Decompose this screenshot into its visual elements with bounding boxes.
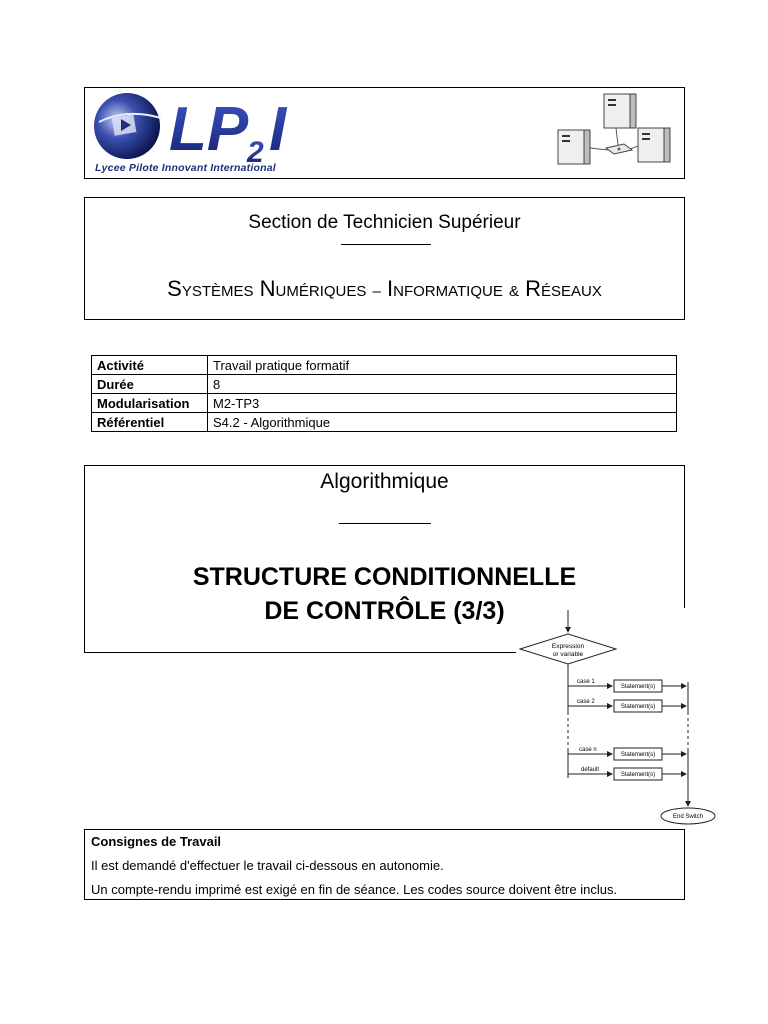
table-key: Activité — [92, 356, 208, 375]
network-servers-icon — [548, 90, 678, 176]
table-row — [92, 394, 677, 413]
instruction-line: Il est demandé d'effectuer le travail ci-dessous en autonomie. — [91, 858, 444, 873]
table-key: Durée — [92, 375, 208, 394]
decision-label: Expression — [551, 643, 585, 650]
table-value: 8 — [208, 375, 677, 394]
server-icon — [638, 128, 670, 162]
document-title-line: DE CONTRÔLE (3/3) — [264, 597, 505, 625]
end-label: End Switch — [672, 814, 704, 820]
instruction-line: Un compte-rendu imprimé est exigé en fin de séance. Les codes source doivent être inclus. — [91, 882, 618, 897]
svg-text:case n: case n — [579, 747, 597, 753]
svg-text:Statement(s): Statement(s) — [620, 772, 656, 778]
svg-text:case 2: case 2 — [577, 699, 595, 705]
svg-text:2: 2 — [247, 136, 264, 164]
switch-icon — [606, 144, 632, 154]
table-value: Travail pratique formatif — [208, 356, 677, 375]
document-title-line: STRUCTURE CONDITIONNELLE — [192, 563, 577, 591]
logo-letters: LP — [169, 95, 249, 164]
svg-text:default: default — [581, 767, 600, 773]
section-subtitle: SYSTÈMES NUMÉRIQUES – INFORMATIQUE & RÉSEAUX — [167, 276, 602, 301]
instructions-box — [84, 829, 685, 900]
table-key: Modularisation — [92, 394, 208, 413]
table-row — [92, 375, 677, 394]
svg-text:Statement(s): Statement(s) — [620, 752, 656, 758]
table-value: M2-TP3 — [208, 394, 677, 413]
divider — [339, 523, 431, 524]
instructions-title: Consignes de Travail — [91, 834, 222, 849]
svg-text:I: I — [269, 95, 287, 164]
svg-text:Statement(s): Statement(s) — [620, 704, 656, 710]
switch-flowchart — [516, 608, 716, 828]
decision-label: or variable — [552, 651, 584, 658]
svg-text:case 1: case 1 — [577, 679, 595, 685]
document-subject: Algorithmique — [320, 470, 449, 493]
activity-info-table — [91, 355, 677, 432]
section-box — [84, 197, 685, 320]
logo-tagline: Lycee Pilote Innovant International — [95, 162, 276, 174]
table-row — [92, 356, 677, 375]
table-key: Référentiel — [92, 413, 208, 432]
table-row — [92, 413, 677, 432]
server-icon — [558, 130, 590, 164]
svg-text:Statement(s): Statement(s) — [620, 684, 656, 690]
section-title: Section de Technicien Supérieur — [248, 212, 521, 233]
lp2i-logo — [91, 92, 421, 164]
divider — [341, 244, 431, 245]
header-box — [84, 87, 685, 179]
table-value: S4.2 - Algorithmique — [208, 413, 677, 432]
server-icon — [604, 94, 636, 128]
